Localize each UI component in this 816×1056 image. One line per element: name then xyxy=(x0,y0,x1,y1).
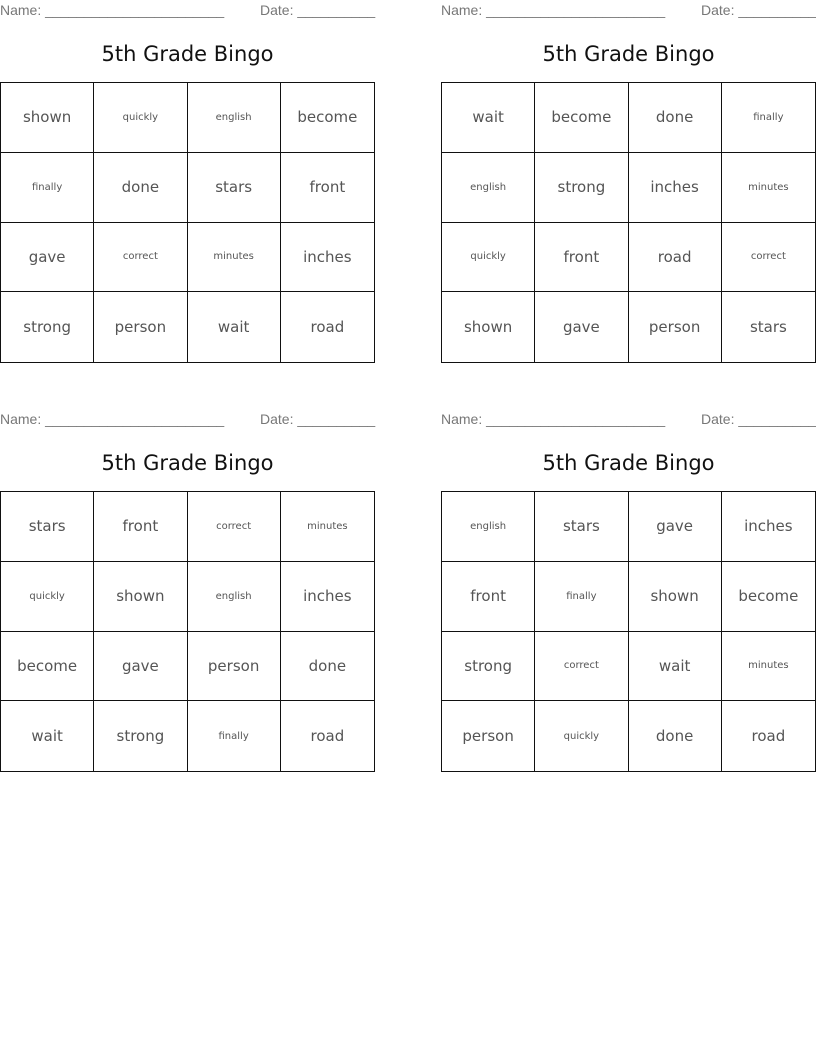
bingo-cell: road xyxy=(310,318,345,337)
bingo-cell: person xyxy=(188,632,281,702)
date-field: Date: __________ xyxy=(260,2,376,18)
bingo-cell: front xyxy=(94,492,187,562)
bingo-cell: correct xyxy=(722,223,815,293)
bingo-cell: correct xyxy=(535,632,628,702)
bingo-grid xyxy=(441,82,816,363)
bingo-cell: finally xyxy=(1,153,94,223)
bingo-cell: quickly xyxy=(442,223,535,293)
bingo-cell: english xyxy=(442,153,535,223)
bingo-cell: gave xyxy=(94,632,187,702)
bingo-cell: correct xyxy=(188,492,281,562)
bingo-cell: wait xyxy=(188,292,281,362)
name-date-header xyxy=(441,409,816,429)
card-title: 5th Grade Bingo xyxy=(542,42,715,66)
bingo-cell: quickly xyxy=(94,83,187,153)
bingo-cell: done xyxy=(629,83,722,153)
bingo-cell: person xyxy=(94,292,187,362)
bingo-cell: finally xyxy=(722,83,815,153)
bingo-cell: shown xyxy=(94,562,187,632)
bingo-cell: wait xyxy=(442,83,535,153)
bingo-cell: person xyxy=(629,292,722,362)
bingo-cell: inches xyxy=(281,562,374,632)
bingo-cell: inches xyxy=(629,153,722,223)
bingo-cell: inches xyxy=(722,492,815,562)
bingo-cell: road xyxy=(629,223,722,293)
bingo-cell: become xyxy=(281,83,374,153)
bingo-cell: quickly xyxy=(1,562,94,632)
card-title: 5th Grade Bingo xyxy=(101,451,274,475)
bingo-cell: shown xyxy=(1,83,94,153)
bingo-grid xyxy=(0,82,375,363)
bingo-cell: minutes xyxy=(281,492,374,562)
date-field: Date: __________ xyxy=(260,411,376,427)
bingo-cell: gave xyxy=(1,223,94,293)
name-date-header xyxy=(441,0,816,20)
bingo-cell: become xyxy=(535,83,628,153)
bingo-cell: gave xyxy=(629,492,722,562)
name-field: Name: _______________________ xyxy=(0,2,225,18)
bingo-cell: english xyxy=(188,562,281,632)
card-title: 5th Grade Bingo xyxy=(101,42,274,66)
bingo-cell: stars xyxy=(749,318,787,337)
bingo-cell: done xyxy=(629,701,722,771)
bingo-cell: front xyxy=(281,153,374,223)
bingo-cell: front xyxy=(442,562,535,632)
bingo-cell: quickly xyxy=(535,701,628,771)
bingo-cell: finally xyxy=(188,701,281,771)
bingo-grid xyxy=(0,491,375,772)
bingo-cell: minutes xyxy=(722,153,815,223)
bingo-cell: person xyxy=(442,701,535,771)
name-field: Name: _______________________ xyxy=(441,2,666,18)
date-field: Date: __________ xyxy=(701,2,816,18)
name-field: Name: _______________________ xyxy=(0,411,225,427)
bingo-cell: shown xyxy=(629,562,722,632)
bingo-cell: english xyxy=(188,83,281,153)
bingo-cell: become xyxy=(1,632,94,702)
bingo-cell: minutes xyxy=(722,632,815,702)
bingo-cell: strong xyxy=(535,153,628,223)
bingo-cell: strong xyxy=(1,292,94,362)
bingo-cell: shown xyxy=(442,292,535,362)
bingo-cell: wait xyxy=(629,632,722,702)
bingo-cell: finally xyxy=(535,562,628,632)
name-date-header xyxy=(0,0,375,20)
bingo-cell: gave xyxy=(535,292,628,362)
bingo-cell: road xyxy=(310,727,345,746)
bingo-cell: front xyxy=(535,223,628,293)
bingo-cell: stars xyxy=(535,492,628,562)
bingo-cell: done xyxy=(94,153,187,223)
bingo-grid xyxy=(441,491,816,772)
bingo-cell: correct xyxy=(94,223,187,293)
bingo-cell: minutes xyxy=(188,223,281,293)
bingo-cell: stars xyxy=(1,492,94,562)
bingo-cell: strong xyxy=(94,701,187,771)
bingo-cell: done xyxy=(281,632,374,702)
bingo-cell: road xyxy=(751,727,786,746)
name-field: Name: _______________________ xyxy=(441,411,666,427)
bingo-cell: stars xyxy=(188,153,281,223)
bingo-cell: wait xyxy=(1,701,94,771)
name-date-header xyxy=(0,409,375,429)
bingo-cell: strong xyxy=(442,632,535,702)
bingo-cell: english xyxy=(442,492,535,562)
bingo-cell: become xyxy=(722,562,815,632)
date-field: Date: __________ xyxy=(701,411,816,427)
bingo-cell: inches xyxy=(281,223,374,293)
card-title: 5th Grade Bingo xyxy=(542,451,715,475)
